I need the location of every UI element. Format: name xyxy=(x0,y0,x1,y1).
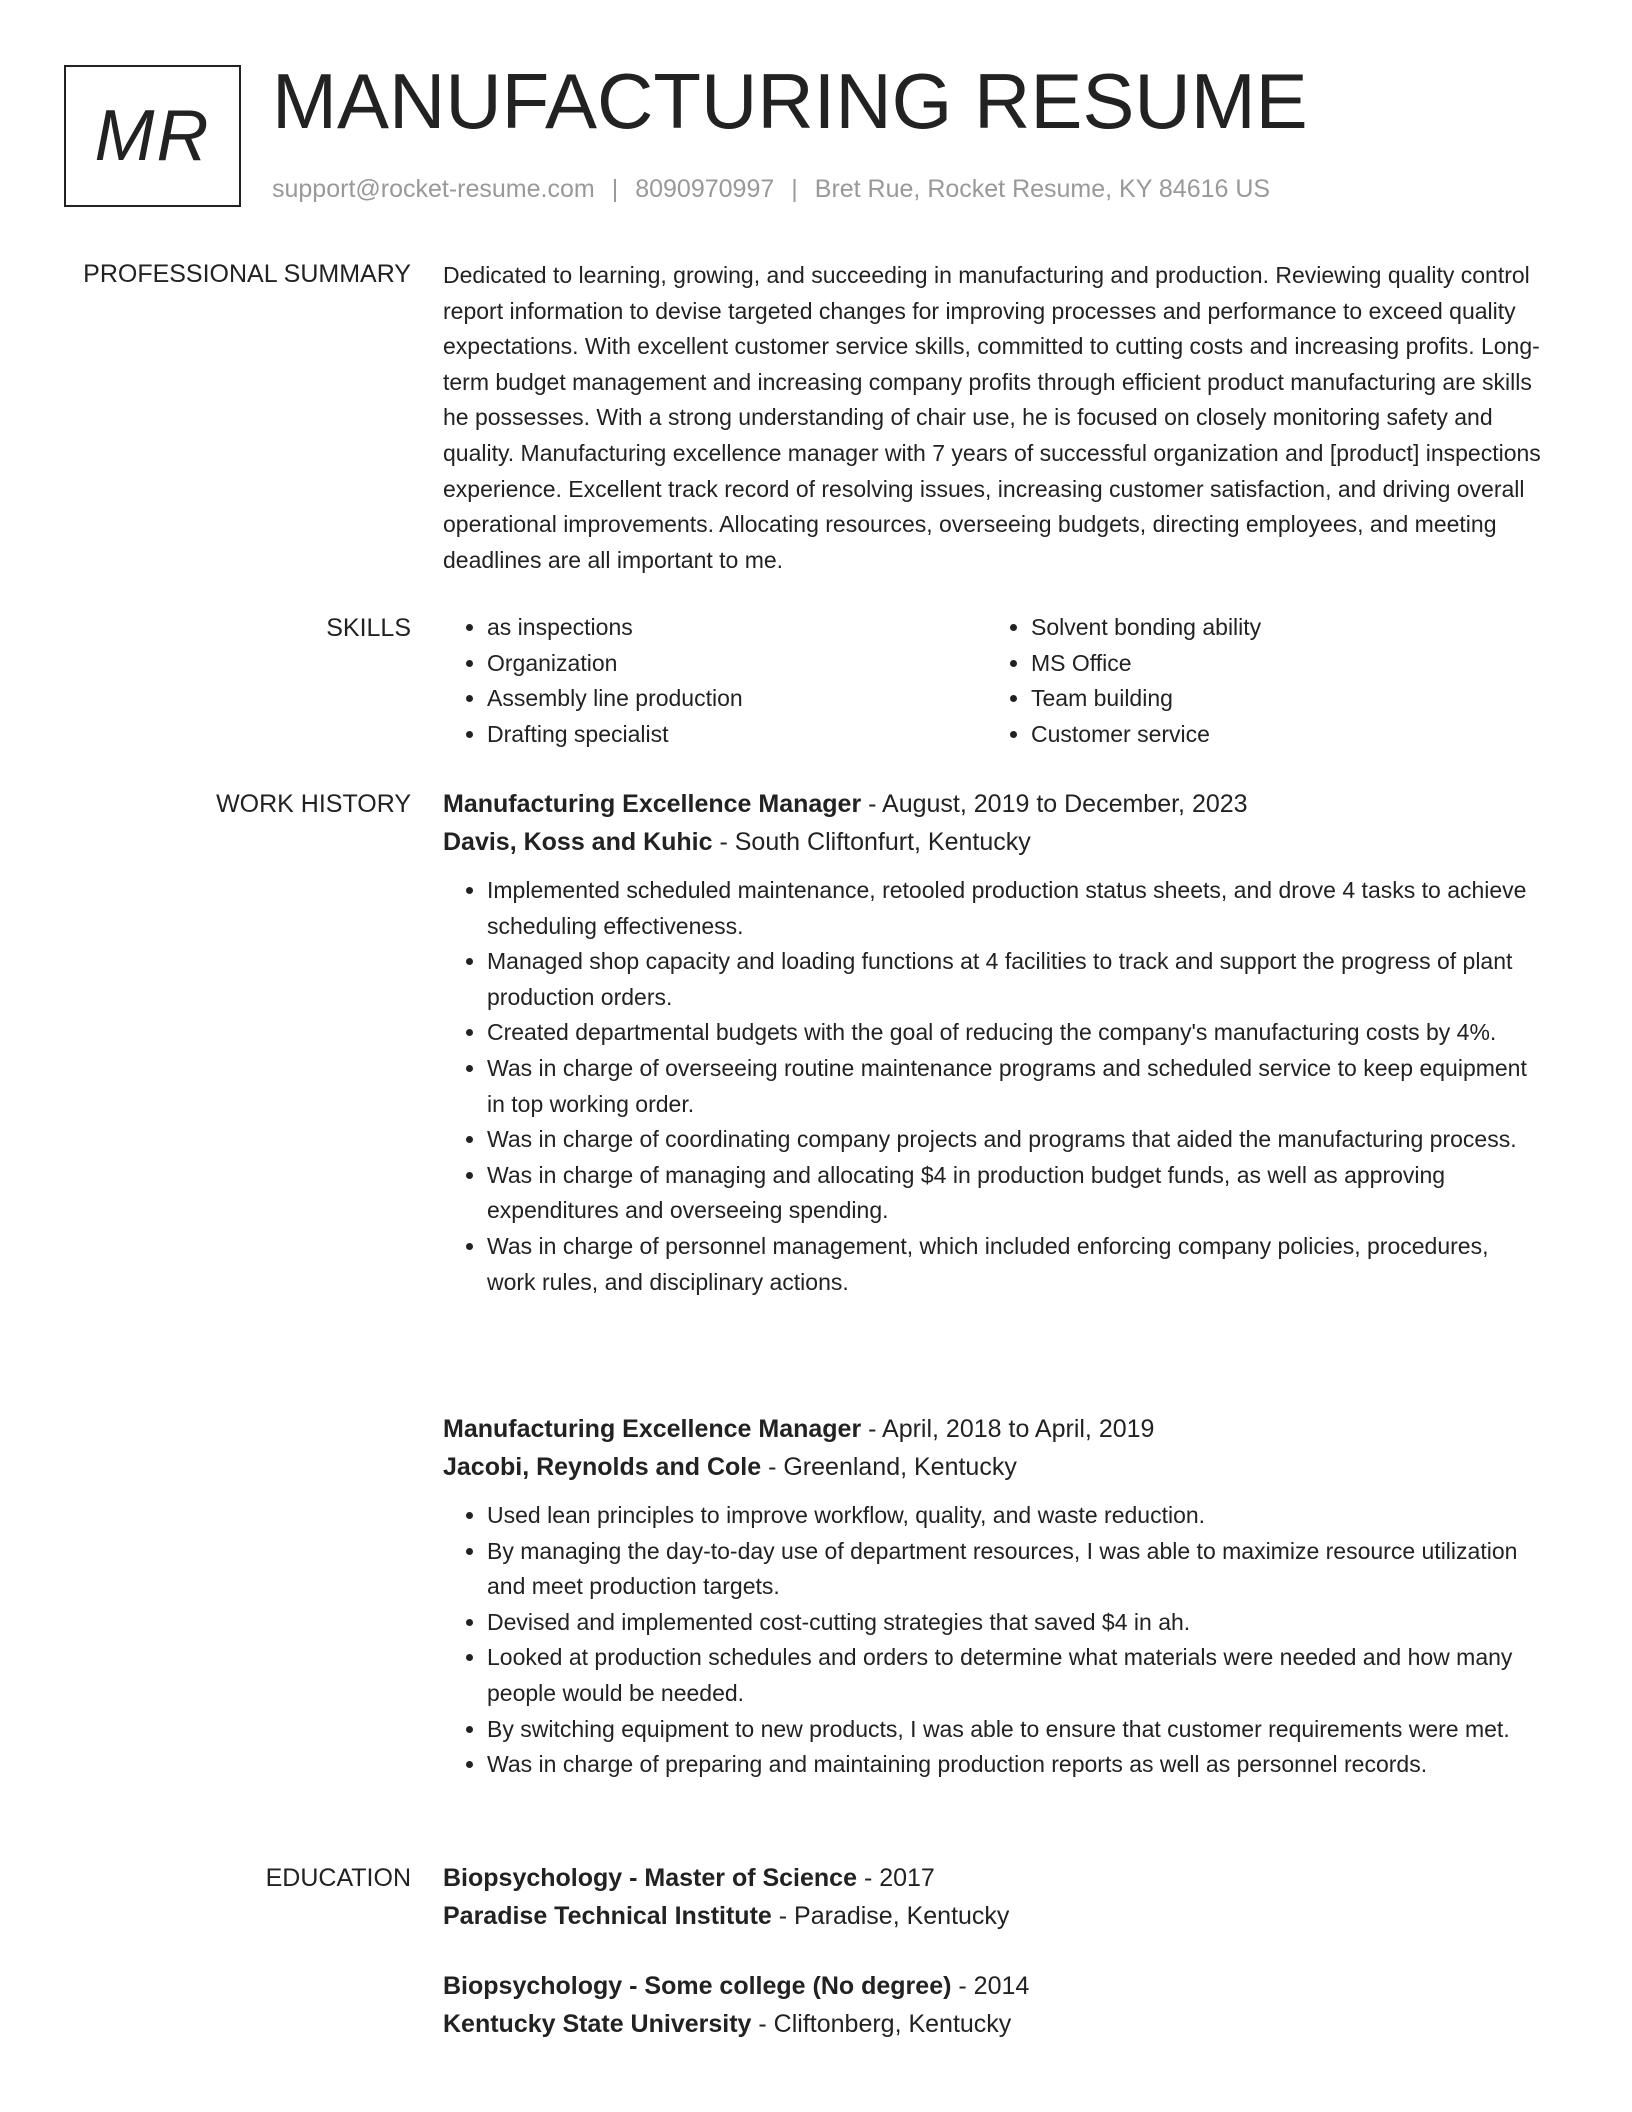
monogram-logo: MR xyxy=(64,65,241,207)
skill-item: • Solvent bonding ability xyxy=(1031,610,1531,646)
skills-list-right xyxy=(987,610,1531,752)
education-entry xyxy=(443,1859,1543,1935)
skills-grid xyxy=(443,610,1543,752)
education-entry xyxy=(443,1967,1543,2043)
contact-email[interactable]: support@rocket-resume.com xyxy=(272,175,595,203)
skills-list-left xyxy=(443,610,987,752)
summary-section xyxy=(443,258,1543,578)
job-title: Manufacturing Excellence Manager xyxy=(443,790,862,818)
job-bullet: • Devised and implemented cost-cutting strategies that saved $4 in ah. xyxy=(487,1605,1543,1641)
skill-item: • Customer service xyxy=(1031,717,1531,753)
contact-address: Bret Rue, Rocket Resume, KY 84616 US xyxy=(814,175,1271,203)
job-bullet: • Looked at production schedules and orders to determine what materials were needed and how many people would be needed. xyxy=(487,1640,1543,1711)
job-bullet: • Implemented scheduled maintenance, retooled production status sheets, and drove 4 tasks to achieve scheduling effectiveness. xyxy=(487,873,1543,944)
section-label-summary: PROFESSIONAL SUMMARY xyxy=(83,260,411,288)
contact-separator: | xyxy=(611,175,619,203)
skill-item: • Assembly line production xyxy=(487,681,987,717)
job-bullets xyxy=(443,873,1543,1300)
section-label-skills: SKILLS xyxy=(326,614,411,642)
job-company: Davis, Koss and Kuhic xyxy=(443,828,713,856)
job-bullet: • Was in charge of managing and allocating $4 in production budget funds, as well as approving expenditures and overseeing spending. xyxy=(487,1158,1543,1229)
job-bullet: • Used lean principles to improve workflow, quality, and waste reduction. xyxy=(487,1498,1543,1534)
education-school: Kentucky State University xyxy=(443,2010,752,2038)
job-dates: - August, 2019 to December, 2023 xyxy=(868,790,1248,818)
job-bullet: • Created departmental budgets with the goal of reducing the company's manufacturing costs by 4%. xyxy=(487,1015,1543,1051)
resume-title: MANUFACTURING RESUME xyxy=(272,57,1308,145)
skill-item: • Drafting specialist xyxy=(487,717,987,753)
job-bullet: • By managing the day-to-day use of department resources, I was able to maximize resource utilization and meet production targets. xyxy=(487,1534,1543,1605)
education-school-line xyxy=(443,1897,1543,1935)
skill-item: • as inspections xyxy=(487,610,987,646)
job-dates: - April, 2018 to April, 2019 xyxy=(868,1415,1155,1443)
skill-item: • MS Office xyxy=(1031,646,1531,682)
job-location: - Greenland, Kentucky xyxy=(768,1453,1017,1481)
contact-line xyxy=(272,173,1270,205)
job-company: Jacobi, Reynolds and Cole xyxy=(443,1453,762,1481)
education-degree: Biopsychology - Master of Science xyxy=(443,1864,857,1892)
job-bullet: • Was in charge of coordinating company projects and programs that aided the manufacturing process. xyxy=(487,1122,1543,1158)
skill-item: • Organization xyxy=(487,646,987,682)
education-location: - Paradise, Kentucky xyxy=(778,1902,1010,1930)
job-location: - South Cliftonfurt, Kentucky xyxy=(719,828,1031,856)
job-bullets xyxy=(443,1498,1543,1783)
education-year: - 2014 xyxy=(958,1972,1030,2000)
skill-item: • Team building xyxy=(1031,681,1531,717)
education-school: Paradise Technical Institute xyxy=(443,1902,772,1930)
job-bullet: • Was in charge of personnel management, which included enforcing company policies, procedures, work rules, and disciplinary actions. xyxy=(487,1229,1543,1300)
job-bullet: • Was in charge of preparing and maintaining production reports as well as personnel records. xyxy=(487,1747,1543,1783)
contact-phone[interactable]: 8090970997 xyxy=(635,175,775,203)
education-year: - 2017 xyxy=(863,1864,935,1892)
job-entry xyxy=(443,1410,1543,1783)
skills-section xyxy=(443,610,1543,752)
education-school-line xyxy=(443,2005,1543,2043)
job-company-line xyxy=(443,823,1543,861)
education-location: - Cliftonberg, Kentucky xyxy=(758,2010,1012,2038)
section-label-work: WORK HISTORY xyxy=(216,790,411,818)
job-bullet: • Managed shop capacity and loading functions at 4 facilities to track and support the progress of plant production orders. xyxy=(487,944,1543,1015)
education-degree-line xyxy=(443,1967,1543,2005)
job-bullet: • Was in charge of overseeing routine maintenance programs and scheduled service to keep equipment in top working order. xyxy=(487,1051,1543,1122)
section-label-education: EDUCATION xyxy=(265,1864,411,1892)
job-entry xyxy=(443,785,1543,1300)
job-title-line xyxy=(443,785,1543,823)
contact-separator: | xyxy=(791,175,798,203)
education-degree-line xyxy=(443,1859,1543,1897)
job-bullet: • By switching equipment to new products, I was able to ensure that customer requirements were met. xyxy=(487,1712,1543,1748)
job-title-line xyxy=(443,1410,1543,1448)
summary-text: Dedicated to learning, growing, and succeeding in manufacturing and production. Reviewing quality control report information to devise targeted changes for improving processes and performance to exceed quality expectations. With excellent customer service skills, committed to cutting costs and increasing profits. Long-term budget management and increasing company profits through efficient product manufacturing are skills he possesses. With a strong understanding of chair use, he is focused on closely monitoring safety and quality. Manufacturing excellence manager with 7 years of successful organization and [product] inspections experience. Excellent track record of resolving issues, increasing customer satisfaction, and driving overall operational improvements. Allocating resources, overseeing budgets, directing employees, and meeting deadlines are all important to me. xyxy=(443,262,1541,573)
job-company-line xyxy=(443,1448,1543,1486)
education-degree: Biopsychology - Some college (No degree) xyxy=(443,1972,952,2000)
job-title: Manufacturing Excellence Manager xyxy=(443,1415,862,1443)
